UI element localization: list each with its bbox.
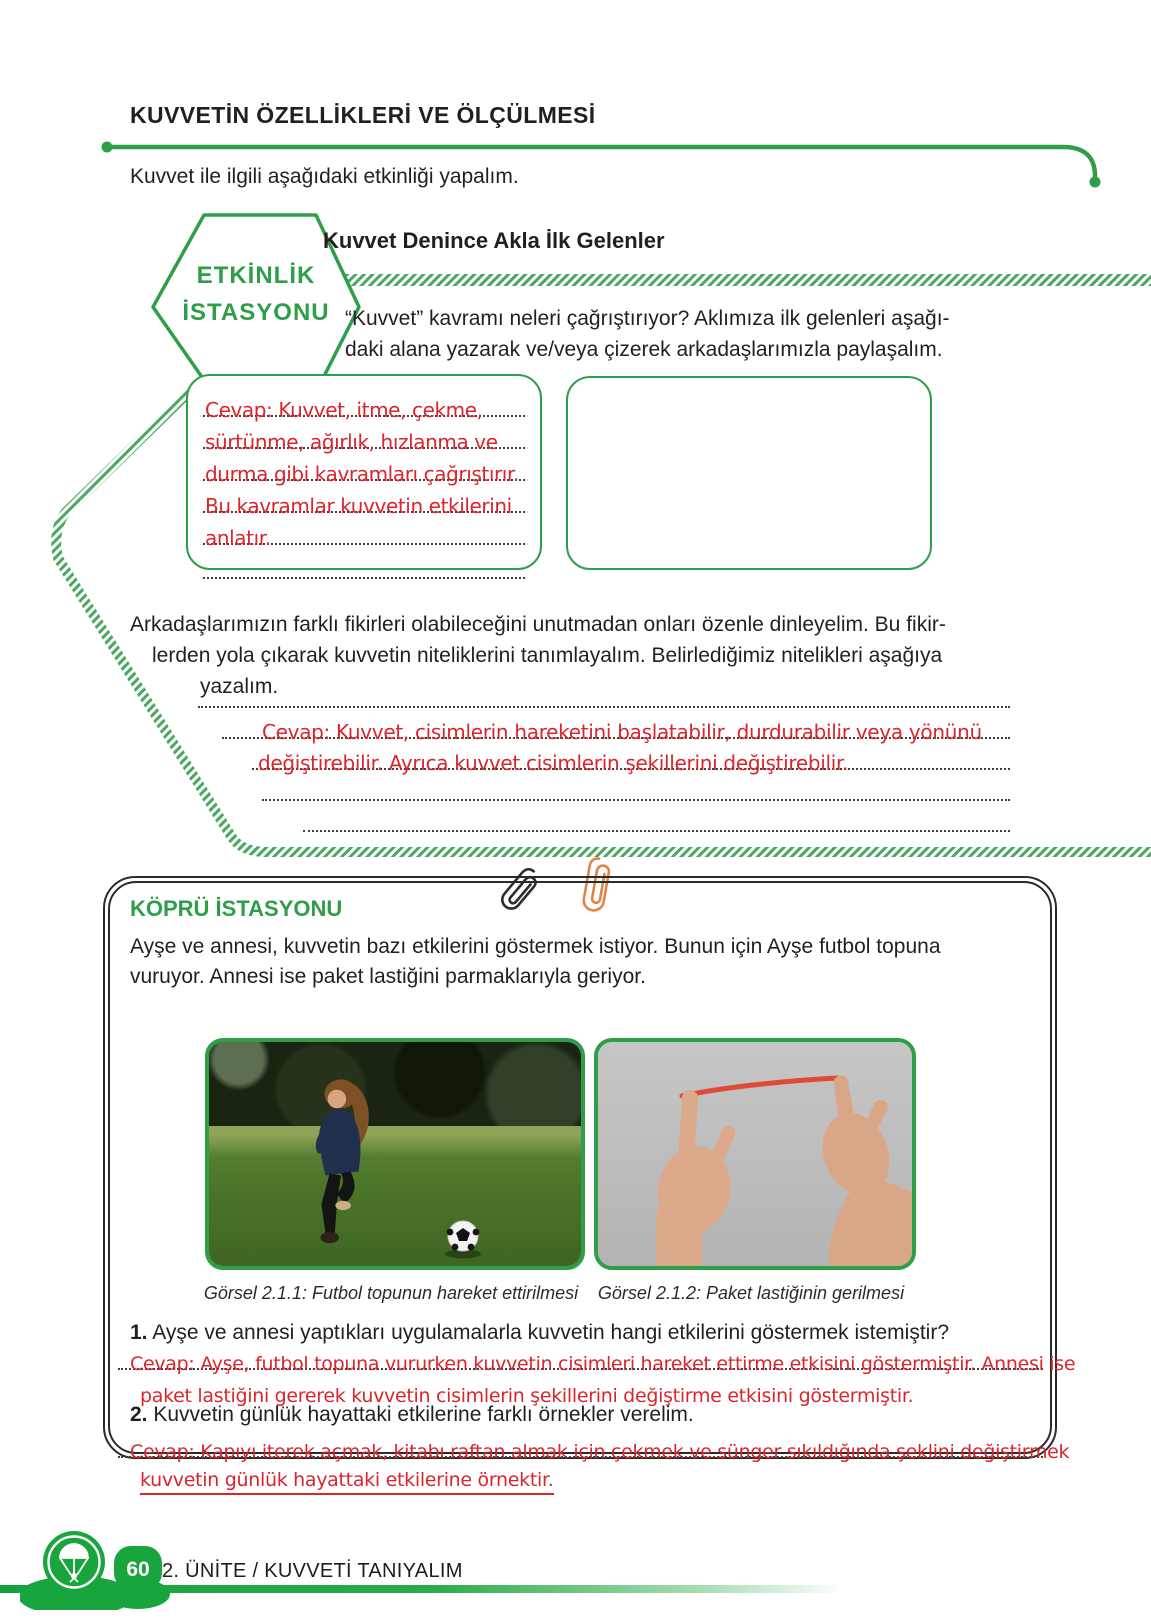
answer-1-line1: Cevap: Ayşe, futbol topuna vururken kuvvetin cisimleri hareket ettirme etkisini göstermiştir. Annesi ise xyxy=(130,1353,1076,1375)
activity-station-label-line1: ETKİNLİK xyxy=(196,262,316,289)
activity-station-label-line2: İSTASYONU xyxy=(182,299,330,326)
activity-answer-line1: Cevap: Kuvvet, cisimlerin hareketini başlatabilir, durdurabilir veya yönünü xyxy=(262,720,982,744)
write-in-line[interactable]: Cevap: Kuvvet, itme, çekme, xyxy=(203,385,525,417)
soccer-ball-illustration xyxy=(437,1214,489,1260)
figure2-caption: Görsel 2.1.2: Paket lastiğinin gerilmesi xyxy=(597,1283,905,1303)
answer-2-line2: kuvvetin günlük hayattaki etkilerine örnektir. xyxy=(140,1469,554,1495)
activity-title: Kuvvet Denince Akla İlk Gelenler xyxy=(323,228,665,253)
write-in-line[interactable] xyxy=(262,769,1010,801)
write-in-line[interactable] xyxy=(118,1338,1076,1375)
bridge-intro-line1: Ayşe ve annesi, kuvvetin bazı etkilerini göstermek istiyor. Bunun için Ayşe futbol topuna xyxy=(130,935,941,958)
activity-answer-box-empty[interactable] xyxy=(566,376,932,570)
answer-2-line1: Cevap: Kapıyı iterek açmak, kitabı raftan almak için çekmek ve sünger sıkıldığında şeklini değiştirmek xyxy=(130,1441,1070,1463)
write-in-line[interactable] xyxy=(303,800,1010,832)
write-in-line[interactable] xyxy=(198,676,1010,708)
figure-football-photo xyxy=(205,1038,585,1270)
figure-rubber-band-photo xyxy=(594,1038,916,1270)
page-number: 60 xyxy=(126,1558,150,1581)
question-2: 2. Kuvvetin günlük hayattaki etkilerine farklı örnekler verelim. xyxy=(130,1403,694,1426)
question-2-number: 2. xyxy=(130,1403,148,1426)
discussion-line3: yazalım. xyxy=(200,675,279,698)
answer-1-line2: paket lastiğini gererek kuvvetin cisimlerin şekillerini değiştirme etkisini göstermiştir. xyxy=(140,1385,914,1407)
activity-answer-box-filled[interactable] xyxy=(186,374,542,570)
page-title: KUVVETİN ÖZELLİKLERİ VE ÖLÇÜLMESİ xyxy=(130,102,596,128)
activity-prompt-line1: “Kuvvet” kavramı neleri çağrıştırıyor? Aklımıza ilk gelenleri aşağı- xyxy=(345,307,950,330)
bridge-intro-line2: vuruyor. Annesi ise paket lastiğini parmaklarıyla geriyor. xyxy=(130,965,646,988)
write-in-line[interactable]: anlatır. xyxy=(203,513,525,545)
write-in-line[interactable] xyxy=(252,738,1010,775)
write-in-line[interactable]: sürtünme, ağırlık, hızlanma ve xyxy=(203,417,525,449)
activity-prompt-line2: daki alana yazarak ve/veya çizerek arkadaşlarımızla paylaşalım. xyxy=(345,338,943,361)
write-in-line[interactable]: durma gibi kavramları çağrıştırır. xyxy=(203,449,525,481)
question-1-number: 1. xyxy=(130,1321,148,1344)
hands-rubber-band-illustration xyxy=(598,1042,912,1266)
running-girl-illustration xyxy=(275,1068,405,1254)
intro-sentence: Kuvvet ile ilgili aşağıdaki etkinliği yapalım. xyxy=(130,165,519,188)
question-1: 1. Ayşe ve annesi yaptıkları uygulamalarla kuvvetin hangi etkilerini göstermek istemiştir? xyxy=(130,1321,950,1344)
write-in-line[interactable] xyxy=(203,545,525,579)
write-in-line[interactable] xyxy=(222,707,1010,744)
bridge-station-title: KÖPRÜ İSTASYONU xyxy=(130,896,343,921)
footer-unit-title: 2. ÜNİTE / KUVVETİ TANIYALIM xyxy=(162,1560,463,1582)
figure1-caption: Görsel 2.1.1: Futbol topunun hareket ettirilmesi xyxy=(203,1283,579,1303)
activity-answer-line2: değiştirebilir. Ayrıca kuvvet cisimlerin şekillerini değiştirebilir. xyxy=(258,751,849,775)
discussion-line1: Arkadaşlarımızın farklı fikirleri olabileceğini unutmadan onları özenle dinleyelim. Bu fikir- xyxy=(130,613,946,636)
discussion-line2: lerden yola çıkarak kuvvetin niteliklerini tanımlayalım. Belirlediğimiz nitelikleri aşağıya xyxy=(152,644,943,667)
write-in-line[interactable] xyxy=(118,1426,1070,1463)
write-in-line[interactable]: Bu kavramlar kuvvetin etkilerini xyxy=(203,481,525,513)
